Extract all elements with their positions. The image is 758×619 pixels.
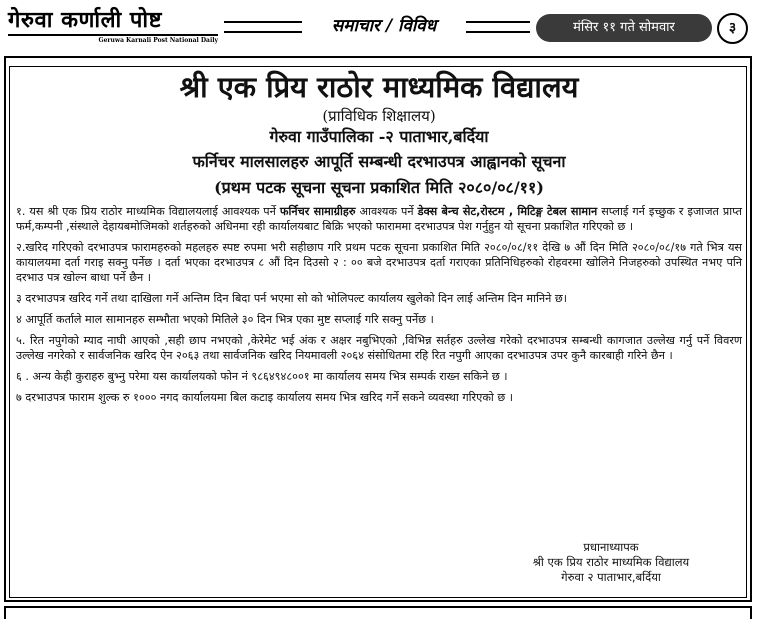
date-badge: मंसिर ११ गते सोमवार xyxy=(536,14,712,42)
section-label: समाचार / विविध xyxy=(331,16,437,36)
paragraph-1-text-end: सप्लाई गर्न इच्छुक र इजाजत प्राप्त फर्म,कम्पनी ,संस्थाले देहायबमोजिमको शर्तहरुको अधिनमा रही कार्यालयबाट बिक्रि भएको फाराममा दरभाउपत्र पेश गर्नुहुन यो सूचना प्रकाशित गरिएको छ । xyxy=(16,205,742,233)
publish-date-line: (प्रथम पटक सूचना सूचना प्रकाशित मिति २०८०/०८/११) xyxy=(214,178,544,197)
signature-block xyxy=(480,540,742,585)
signature-address: गेरुवा २ पाताभार,बर्दिया xyxy=(561,570,661,584)
paragraph-2: २.खरिद गरिएको दरभाउपत्र फारामहरुको महलहरु स्पष्ट रुपमा भरी सहीछाप गरि प्रथम पटक सूचना प्रकाशित मिति २०८०/०८/११ देखि ७ औं दिन मिति २०८०/०८/१७ गते भित्र यस कायालयमा दर्ता गराइ सक्नु पर्नेछ । दर्ता भएका दरभाउपत्र ८ औं दिन दिउसो २ : ०० बजे दरभाउपत्र दर्ता गराएका प्रतिनिधिहरुको रोहवरमा खोलिने निजहरुको उपस्थित नभए पनि दरभाउ पत्र खोल्न बाधा पर्ने छैन । xyxy=(16,241,742,284)
page-header xyxy=(0,0,758,54)
masthead-title: गेरुवा कर्णाली पोष्ट xyxy=(8,6,218,36)
paragraph-1-text-mid: आवश्यक पर्ने xyxy=(355,205,418,218)
masthead-subtitle: Geruwa Karnali Post National Daily xyxy=(98,37,218,44)
newspaper-masthead xyxy=(8,6,218,46)
paragraph-7: ७ दरभाउपत्र फाराम शुल्क रु १००० नगद कार्यालयमा बिल कटाइ कार्यालय समय भित्र खरिद गर्ने सकने व्यवस्था गरिएको छ । xyxy=(16,391,514,404)
next-article-border xyxy=(4,606,752,619)
paragraph-5: ५. रित नपुगेको म्याद नाघी आएको ,सही छाप नभएको ,केरेमेट भई अंक र अक्षर नबुभिएको ,विभिन्न सर्तहरु उल्लेख गरेको दरभाउपत्र सम्बन्धी कागजात उल्लेख गर्नु पर्ने विवरण उल्लेख नगरेको र सार्वजनिक खरिद ऐन २०६३ तथा सार्वजनिक खरिद नियमावली २०६४ संसोधितमा रहि रित नपुगी आएका दरभाउपत्र उपर कुनै कारबाही गरिने छैन । xyxy=(16,334,742,362)
header-divider-right xyxy=(466,21,530,33)
header-divider-left xyxy=(224,21,302,33)
notice-title: फर्निचर मालसालहरु आपूर्ति सम्बन्धी दरभाउपत्र आह्वानको सूचना xyxy=(192,152,566,171)
paragraph-1-bold-items: फर्निचर सामाग्रीहरु xyxy=(279,205,356,218)
paragraph-1-bold-furniture: डेक्स बेन्च सेट,रोस्टम , मिटिङ्ग टेबल सामान xyxy=(417,205,598,218)
school-name: श्री एक प्रिय राठोर माध्यमिक विद्यालय xyxy=(179,70,579,104)
paragraph-3: ३ दरभाउपत्र खरिद गर्ने तथा दाखिला गर्ने अन्तिम दिन बिदा पर्न भएमा सो को भोलिपल्ट कार्यालय खुलेको दिन लाई अन्तिम दिन मानिने छ। xyxy=(16,292,567,305)
notice-content xyxy=(16,68,742,411)
paragraph-1-text: १. यस श्री एक प्रिय राठोर माध्यमिक विद्यालयलाई आवश्यक पर्ने xyxy=(16,205,280,218)
signature-school: श्री एक प्रिय राठोर माध्यमिक विद्यालय xyxy=(532,555,690,569)
paragraph-1 xyxy=(16,204,742,234)
paragraph-4: ४ आपूर्ति कर्ताले माल सामानहरु सम्भौता भएको मितिले ३० दिन भित्र एका मुष्ट सप्लाई गरि सक्नु पर्नेछ । xyxy=(16,313,434,326)
signature-role: प्रधानाध्यापक xyxy=(583,540,639,554)
school-address: गेरुवा गाउँपालिका -२ पाताभार,बर्दिया xyxy=(269,127,489,146)
paragraph-6: ६ . अन्य केही कुराहरु बुभ्नु परेमा यस कार्यालयको फोन नं ९८६४९४८००१ मा कार्यालय समय भित्र सम्पर्क राख्न सकिने छ । xyxy=(16,370,508,383)
school-type: (प्राविधिक शिक्षालय) xyxy=(322,107,436,125)
page-number-badge: ३ xyxy=(717,13,748,44)
